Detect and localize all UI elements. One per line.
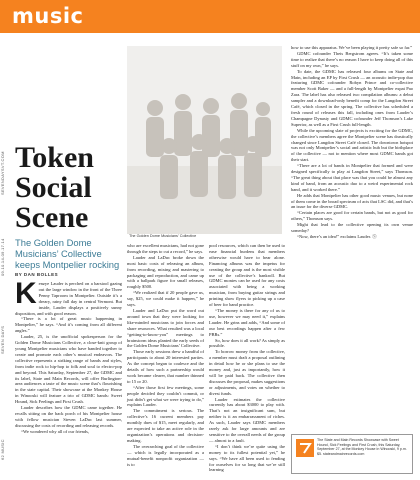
paragraph: He adds that Montpelier has other good music venues, but none of them come in the broad spectrum of acts that LSC did, and that’s an issue for the diverse GDMC. <box>291 192 413 210</box>
paragraph: Might that lead to the collective opening its own venue someday? <box>291 222 413 234</box>
drop-cap: K <box>15 277 37 310</box>
paragraph: “Certain places are good for certain bands, but not as good for others,” Thomson says. <box>291 210 413 222</box>
section-label: music <box>12 4 84 28</box>
paragraph: The commitment is serious. The collective’s 16 current members pay monthly dues of $15, meet regularly, and are expected to take an active role in the organization’s operations and decision-making. <box>127 408 204 443</box>
paragraph: how to use this apparatus. We’ve been playing it pretty safe so far.” <box>291 45 413 50</box>
deck: The Golden Dome Musicians’ Collective keeps Montpelier rocking <box>15 237 120 270</box>
seven-days-logo-icon <box>296 439 314 457</box>
paragraph: who are excellent musicians, had not gone through the steps to cut a record,” he says. <box>127 243 204 254</box>
paragraph: pool resources, which can then be used to ease financial burdens that members otherwise would have to bear alone. Financing albums was the impetus for creating the group and is the most visible use of the collective’s bankroll. But GDMC monies can be used for any costs associated with being a working musician, from buying guitar strings and printing show flyers to picking up a case of beer for band practice. <box>209 243 285 308</box>
article-column-1 <box>15 277 122 435</box>
side-page: 62 MUSIC <box>0 439 5 461</box>
headline-line: Token <box>15 141 94 174</box>
headline-line: Scene <box>15 201 89 234</box>
paragraph: To date, the GDMC has released four albums on State and Main, including an EP by First Crush — an acoustic indie-pop duo featuring GDMC cofounder Robyn Prince and co-collective member Scott Baker — and a full-length by Montpelier expat Pao Zara. The label has also released two compilation albums: a debut sampler and a download-only benefit comp for the Langdon Street Café, which closed in the spring. The collective has scheduled a fresh round of releases this fall, including ones from Lauder’s Champagne Dynasty and GDMC cofounder Jeff Thomson’s Lake Superior, as well as a First Crush full-length. <box>291 68 413 127</box>
article-column-4 <box>291 45 413 240</box>
paragraph: While the upcoming slate of projects is exciting for the GDMC, the collective’s members agree the Montpelier scene has drastically changed since Langdon Street Café closed. The downtown hotspot was not only Montpelier’s social and artistic hub but the birthplace of the collective — not to mention where most GDMC bands got their start. <box>291 127 413 163</box>
paragraph: Lauder and LaDuc put the word out around town that they were looking for like-minded musicians to join forces and share resources. What resulted was a local “getting-to-know-you” meetings to brainstorm ideas planted the early seeds of the Golden Dome Musicians’ Collective. <box>127 307 204 349</box>
paragraph: “I don’t think we’re quite using the money to its fullest potential yet,” he says. “We have all been used to fending for ourselves for so long that we’re still learning <box>209 443 285 473</box>
event-info-box <box>291 434 413 474</box>
paragraph: The overarching goal of the collective — which is legally incorporated as a mutual-benefit nonprofit organization — is to <box>127 443 204 467</box>
band-photo <box>127 46 282 234</box>
paragraph: “There is a lot of great music happening in Montpelier,” he says. “And it’s coming from all different angles.” <box>15 316 122 334</box>
paragraph: “We realized that if 20 people gave us, say, $25, we could make it happen,” he says. <box>127 290 204 308</box>
paragraph: “There are a lot of bands in Montpelier that formed and were designed specifically to play at Langdon Street,” says Thomson. “The great thing about that place was that you could be almost any kind of band, from an acoustic duo to a weird experimental rock band, and it worked there.” <box>291 163 413 192</box>
section-band <box>0 0 420 33</box>
paragraph: Lauder, 25, is the unofficial spokesperson for the Golden Dome Musicians Collective, a close-knit group of young Montpelier musicians who have banded together to create and promote each other’s musical endeavors. The collective represents a striking range of bands and styles, from indie rock to hip-hop to folk and soul to electro-pop and beyond. This Saturday, September 27, the GDMC and its label, State and Main Records, will offer Burlington-area audiences a taste of the music scene that’s flourishing in the state capital. Their showcase at the Monkey House in Winooski will feature a trio of GDMC bands: Sweet Hound, Sick Feelings and First Crush. <box>15 334 122 405</box>
paragraph: To borrow money from the collective, a member must draft a proposal outlining in detail how he or she plans to use the money and, just as importantly, how it will be paid back. The collective then discusses the proposal, makes suggestions or adjustments, and votes on whether to divest funds. <box>209 349 285 396</box>
paragraph: Lauder describes how the GDMC came together. He recalls sitting on the back porch of his Montpelier house with fellow musician Steven LaDuc last summer, discussing the costs of recording and releasing records. <box>15 405 122 428</box>
band-photo-illustration <box>127 46 282 234</box>
event-info-text: The State and Main Records Showcase with Sweet Hound, Sick Feelings and First Crush, this Saturday, September 27, at the Monkey House in Winooski, 9 p.m. $5. stateandmainrecords.com <box>317 438 407 456</box>
byline: BY DAN BOLLES <box>15 272 59 277</box>
paragraph: Lauder and LaDuc broke down the most basic costs of releasing an album, from recording, mixing and mastering to packaging and reproduction, and came up with a ballpark figure for small releases, roughly $500. <box>127 254 204 290</box>
paragraph: “We wondered why all of our friends, <box>21 428 89 434</box>
paragraph: Lauder estimates the collective currently has about $3000 to play with. That’s not an insignificant sum, but neither is it an embarrassment of riches. As such, Lauder says GDMC members rarely ask for large amounts and are sensitive to the overall needs of the group — almost to a fault. <box>209 396 285 443</box>
article-column-2 <box>127 243 204 467</box>
article-column-3 <box>209 243 285 473</box>
paragraph: So, how does it all work? As simply as possible. <box>209 337 285 349</box>
side-website: SEVENDAYSVT.COM <box>0 151 5 195</box>
side-paper: SEVEN DAYS <box>0 325 5 355</box>
paragraph: “After those first few meetings, some people decided they couldn’t commit, or just didn’t get what we were trying to do,” explains Lauder. <box>127 384 204 408</box>
headline <box>15 143 125 233</box>
paragraph: “The money is there for any of us to use, however we may need it,” explains Lauder. He grins and adds, “And some of our best recordings happen after a few PBRs.” <box>209 307 285 337</box>
paragraph: “Now, there’s an idea!” exclaims Lauder. Ⓢ <box>297 234 377 239</box>
paragraph: Those early sessions drew a handful of participants to about 20 interested parties. As the concept began to coalesce and the details of how such a partnership would work became clearer, that number thinned to 15 or 20. <box>127 349 204 384</box>
paragraph: GDMC cofounder Theis Bergstrom agrees. “It’s taken some time to realize that there’s no reason I have to keep doing all of this stuff on my own,” he says. <box>291 50 413 68</box>
side-dates: 09.10.14-09.17.14 <box>0 238 5 277</box>
paragraph: enzye Lauder is perched on a barstool gazing out the large window in the front of the Three Penny Taproom in Montpelier. Outside it’s a dreary, rainy fall day in central Vermont. But inside, Lauder displays a positively sunny disposition, and with good reason. <box>15 281 122 316</box>
headline-line: Social <box>15 171 92 204</box>
photo-caption: The Golden Dome Musicians’ Collective <box>129 234 197 238</box>
